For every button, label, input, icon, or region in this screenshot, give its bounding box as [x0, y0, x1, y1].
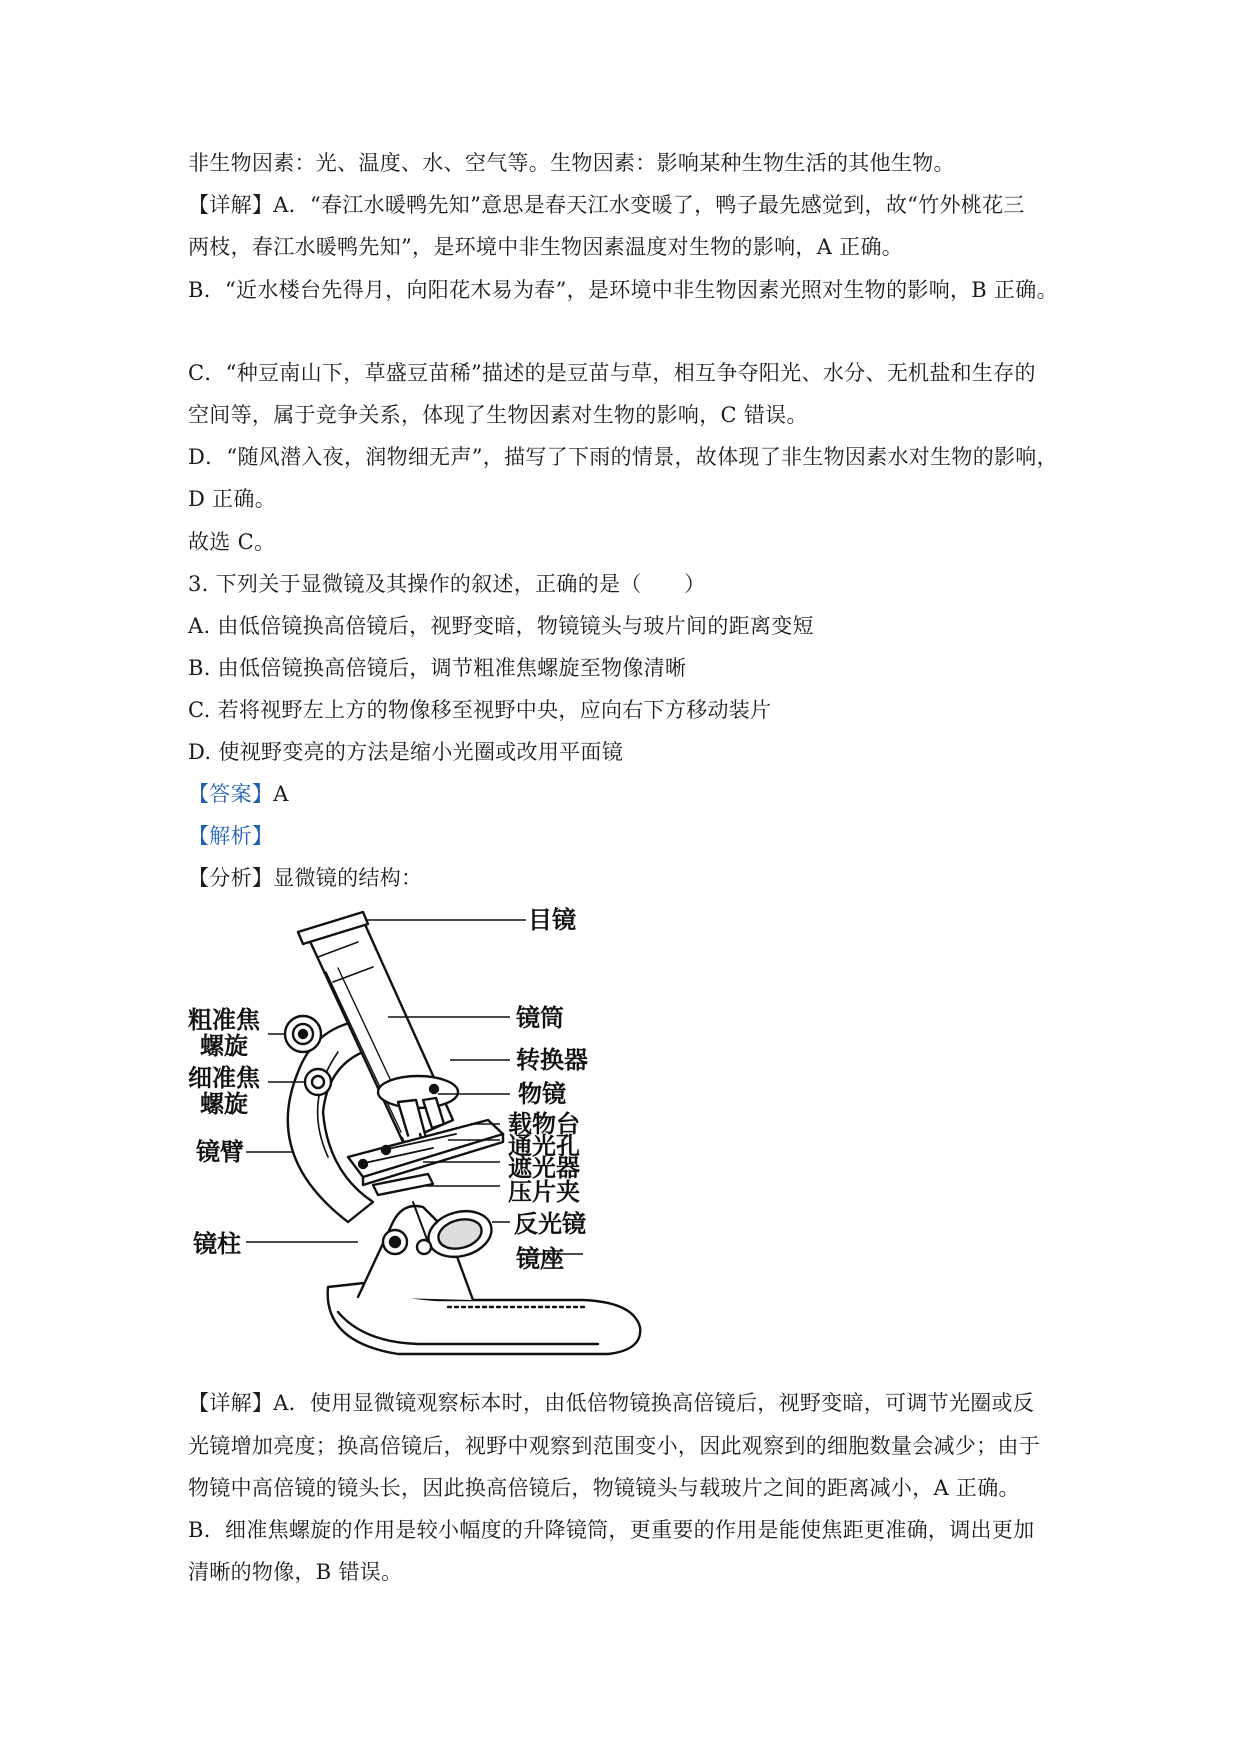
detail-line: 清晰的物像，B 错误。 [188, 1560, 403, 1584]
answer-line [188, 779, 289, 809]
text-line: D 正确。 [188, 487, 277, 511]
label-base: 镜座 [516, 1245, 564, 1273]
text-line: C．“种豆南山下，草盛豆苗稀”描述的是豆苗与草，相互争夺阳光、水分、无机盐和生存的 [188, 361, 1036, 385]
detail-line: B．细准焦螺旋的作用是较小幅度的升降镜筒，更重要的作用是能使焦距更准确，调出更加 [188, 1518, 1035, 1542]
analysis-line: 【分析】显微镜的结构： [188, 866, 423, 890]
text-line: 故选 C。 [188, 530, 276, 554]
detail-line: 物镜中高倍镜的镜头长，因此换高倍镜后，物镜镜头与载玻片之间的距离减小，A 正确。 [188, 1476, 1020, 1500]
label-mirror: 反光镜 [514, 1210, 586, 1238]
text-line: 空间等，属于竞争关系，体现了生物因素对生物的影响，C 错误。 [188, 403, 808, 427]
label-fine-2: 螺旋 [200, 1090, 248, 1118]
text-line: D．“随风潜入夜，润物细无声”，描写了下雨的情景，故体现了非生物因素水对生物的影响， [188, 445, 1058, 469]
option-d: D. 使视野变亮的方法是缩小光圈或改用平面镜 [188, 740, 624, 764]
label-pillar: 镜柱 [193, 1230, 241, 1258]
label-stage: 载物台 [508, 1110, 580, 1138]
answer-value: A [273, 782, 289, 806]
label-objective: 物镜 [518, 1080, 566, 1108]
label-diaphragm: 遮光器 [508, 1154, 580, 1182]
microscope-diagram [188, 902, 658, 1364]
option-b: B. 由低倍镜换高倍镜后，调节粗准焦螺旋至物像清晰 [188, 656, 687, 680]
label-tube: 镜筒 [516, 1004, 564, 1032]
text-line: 非生物因素：光、温度、水、空气等。生物因素：影响某种生物生活的其他生物。 [188, 151, 955, 175]
text-line: B．“近水楼台先得月，向阳花木易为春”，是环境中非生物因素光照对生物的影响，B 正确。 [188, 278, 1058, 302]
option-a: A. 由低倍镜换高倍镜后，视野变暗，物镜镜头与玻片间的距离变短 [188, 614, 814, 638]
text-line: 【详解】A．“春江水暖鸭先知”意思是春天江水变暖了，鸭子最先感觉到，故“竹外桃花三 [188, 193, 1025, 217]
question-title: 3. 下列关于显微镜及其操作的叙述，正确的是（ ） [188, 572, 706, 596]
text-line: 两枝，春江水暖鸭先知”，是环境中非生物因素温度对生物的影响，A 正确。 [188, 235, 904, 259]
analysis-tag: 【解析】 [188, 824, 274, 848]
label-converter: 转换器 [516, 1046, 588, 1074]
label-aperture: 通光孔 [508, 1132, 580, 1160]
answer-tag: 【答案】 [188, 782, 274, 806]
label-coarse-2: 螺旋 [200, 1032, 248, 1060]
label-fine-1: 细准焦 [188, 1064, 260, 1092]
label-coarse-1: 粗准焦 [188, 1006, 260, 1034]
label-clip: 压片夹 [508, 1178, 580, 1206]
label-eyepiece: 目镜 [528, 906, 576, 934]
label-arm: 镜臂 [196, 1138, 244, 1166]
option-c: C. 若将视野左上方的物像移至视野中央，应向右下方移动装片 [188, 698, 772, 722]
detail-line: 光镜增加亮度；换高倍镜后，视野中观察到范围变小，因此观察到的细胞数量会减少；由于 [188, 1434, 1040, 1458]
detail-line: 【详解】A．使用显微镜观察标本时，由低倍物镜换高倍镜后，视野变暗，可调节光圈或反 [188, 1391, 1035, 1415]
